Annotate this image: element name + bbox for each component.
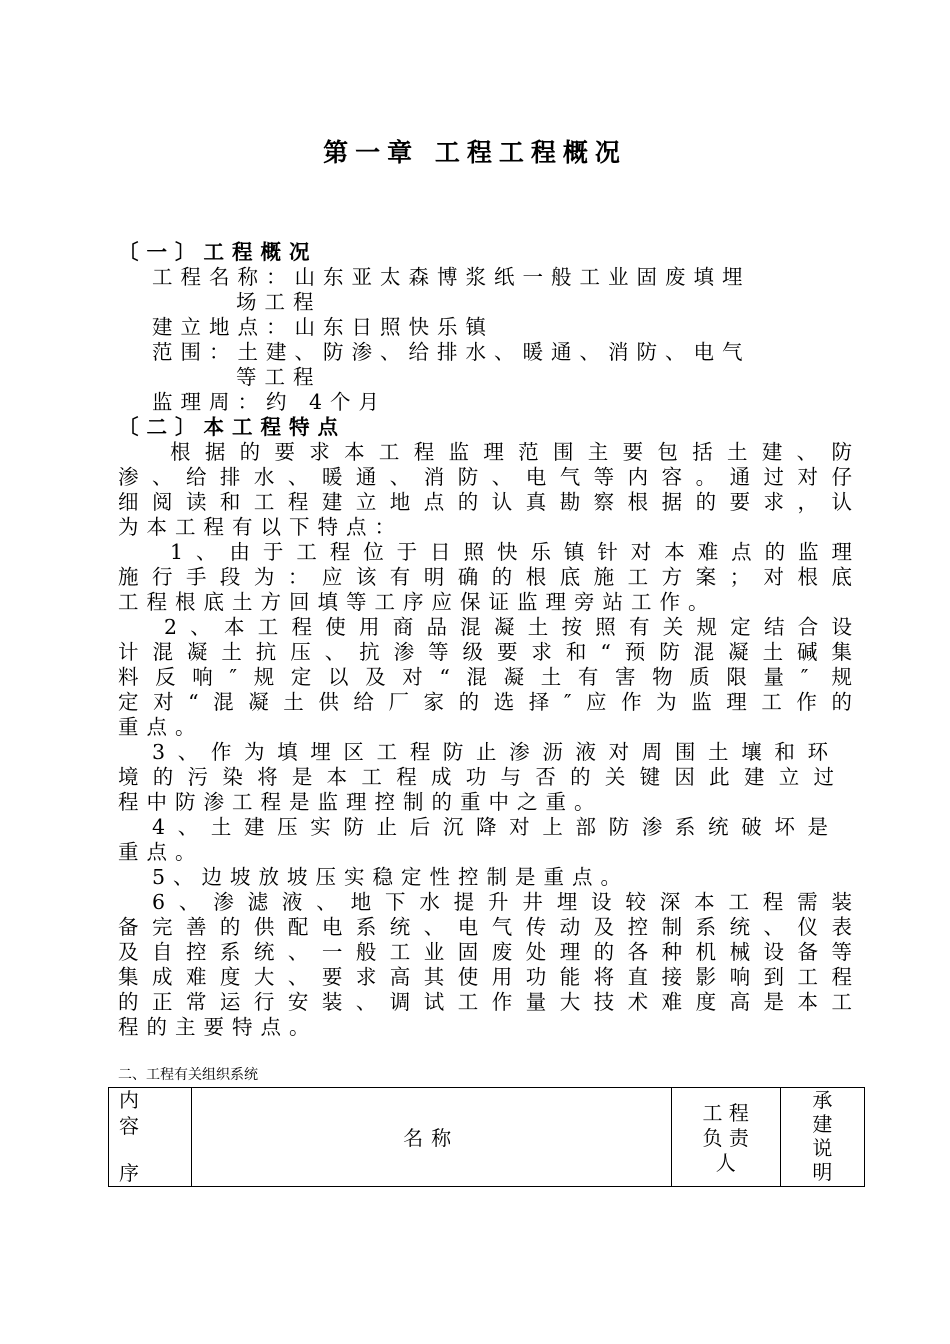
scope-row	[152, 340, 751, 365]
scope-continuation: 等工程	[236, 365, 322, 389]
location-label: 建立地点：	[152, 315, 295, 339]
para-line-5: 1、由于工程位于日照快乐镇针对本难点的监理	[170, 540, 852, 564]
para-line-3: 细阅读和工程建立地点的认真勘察根据的要求，认	[118, 490, 852, 514]
header-cell-order	[109, 1088, 192, 1187]
para-line-13: 3、作为填埋区工程防止渗沥液对周围土壤和环	[152, 740, 828, 764]
header-cell-manager	[671, 1088, 780, 1187]
para-line-21: 及自控系统、一般工业固废处理的各种机械设备等	[118, 940, 852, 964]
scope-label: 范围：	[152, 340, 238, 364]
para-line-19: 6、渗滤液、地下水提升井埋设较深本工程需装	[152, 890, 852, 914]
para-line-20: 备完善的供配电系统、电气传动及控制系统、仪表	[118, 915, 852, 939]
para-line-12: 重点。	[118, 715, 204, 739]
org-table	[108, 1087, 865, 1187]
para-line-4: 为本工程有以下特点：	[118, 515, 403, 539]
header-order-char-2: 容	[119, 1114, 139, 1138]
project-name-value: 山东亚太森博浆纸一般工业固废填埋	[294, 265, 751, 289]
header-manager-line-3: 人	[715, 1151, 736, 1175]
scope-value: 土建、防渗、给排水、暖通、消防、电气	[237, 340, 751, 364]
location-value: 山东日照快乐镇	[294, 315, 494, 339]
para-line-6: 施行手段为：应该有明确的根底施工方案；对根底	[118, 565, 852, 589]
para-line-8: 2、本工程使用商品混凝土按照有关规定结合设	[164, 615, 852, 639]
header-order-char-3: 序	[119, 1161, 139, 1185]
header-order-char-1: 内	[119, 1088, 139, 1112]
para-line-2: 渗、给排水、暖通、消防、电气等内容。通过对仔	[118, 465, 852, 489]
para-line-18: 5、边坡放坡压实稳定性控制是重点。	[152, 865, 630, 889]
header-cell-contractor	[780, 1088, 864, 1187]
para-line-23: 的正常运行安装、调试工作量大技术难度高是本工	[118, 990, 852, 1014]
section1-heading: 〔一〕工程概况	[118, 240, 318, 264]
project-name-label: 工程名称：	[152, 265, 295, 289]
header-contractor-char-1: 承	[812, 1088, 833, 1112]
para-line-24: 程的主要特点。	[118, 1015, 318, 1039]
table-row	[109, 1088, 865, 1187]
header-manager-line-2: 负 责	[702, 1126, 749, 1150]
location-row	[152, 315, 494, 340]
para-line-14: 境的污染将是本工程成功与否的关键因此建立过	[118, 765, 834, 789]
chapter-title: 第一章 工程工程概况	[323, 138, 627, 167]
section2-heading: 〔二〕本工程特点	[118, 415, 346, 439]
org-caption: 二、工程有关组织系统	[118, 1067, 258, 1083]
para-line-15: 程中防渗工程是监理控制的重中之重。	[118, 790, 603, 814]
period-row	[152, 390, 387, 415]
para-line-1: 根据的要求本工程监理范围主要包括土建、防	[170, 440, 852, 464]
header-manager-line-1: 工 程	[702, 1101, 749, 1125]
header-contractor-char-4: 明	[812, 1160, 833, 1184]
header-name: 名称	[403, 1126, 460, 1150]
project-name-row	[152, 265, 852, 290]
period-label: 监理周：	[152, 390, 266, 414]
para-line-16: 4、土建压实防止后沉降对上部防渗系统破坏是	[152, 815, 828, 839]
para-line-22: 集成难度大、要求高其使用功能将直接影响到工程	[118, 965, 852, 989]
para-line-7: 工程根底土方回填等工序应保证监理旁站工作。	[118, 590, 717, 614]
project-name-continuation: 场工程	[236, 290, 322, 314]
header-contractor-char-2: 建	[812, 1112, 833, 1136]
para-line-10: 料反响″规定以及对“混凝土有害物质限量″ 规	[118, 665, 852, 689]
para-line-11: 定对“混凝土供给厂家的选择″应作为监理工作的	[118, 690, 852, 714]
period-value: 约 4个月	[266, 390, 388, 414]
para-line-9: 计混凝土抗压、抗渗等级要求和“预防混凝土碱集	[118, 640, 852, 664]
para-line-17: 重点。	[118, 840, 204, 864]
header-contractor-char-3: 说	[812, 1136, 833, 1160]
header-cell-name	[192, 1088, 672, 1187]
